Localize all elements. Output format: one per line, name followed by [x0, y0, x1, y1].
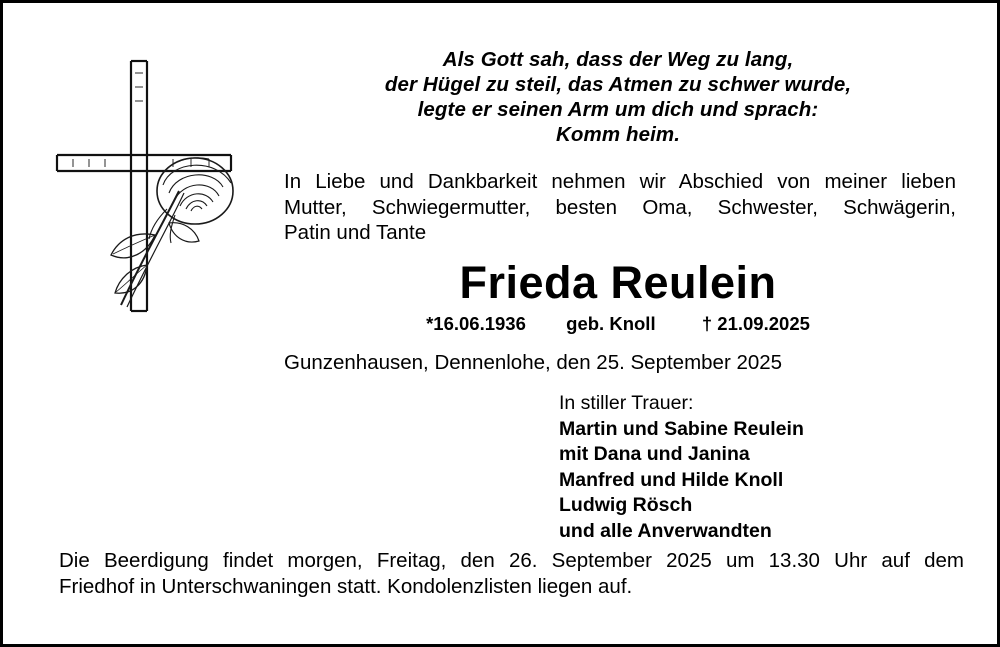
maiden-name: geb. Knoll	[566, 313, 656, 334]
verse-line-1: Als Gott sah, dass der Weg zu lang,	[442, 48, 794, 71]
mourner-name-2: mit Dana und Janina	[559, 443, 750, 465]
verse-line-2: der Hügel zu steil, das Atmen zu schwer wurde,	[384, 73, 852, 96]
funeral-details-line-2: Friedhof in Unterschwaningen statt. Kondolenzlisten liegen auf.	[59, 575, 633, 598]
dates-line	[273, 313, 963, 335]
intro-block	[284, 169, 956, 246]
funeral-details-line-1: Die Beerdigung findet morgen, Freitag, den 26. September 2025 um 13.30 Uhr auf dem	[59, 549, 964, 572]
cross-and-rose-illustration	[43, 43, 273, 343]
place-and-date-line: Gunzenhausen, Dennenlohe, den 25. September 2025	[284, 351, 783, 374]
funeral-details	[59, 548, 964, 600]
mourners-heading: In stiller Trauer:	[559, 392, 694, 414]
deceased-name: Frieda Reulein	[459, 257, 777, 308]
verse-block	[273, 47, 963, 147]
mourner-name-3: Manfred und Hilde Knoll	[559, 468, 784, 491]
intro-line-1: In Liebe und Dankbarkeit nehmen wir Abschied von meiner lieben	[284, 170, 956, 193]
birth-date: *16.06.1936	[426, 313, 526, 334]
emblem-group	[43, 43, 273, 343]
mourner-name-1: Martin und Sabine Reulein	[559, 417, 804, 440]
verse-line-3: legte er seinen Arm um dich und sprach:	[417, 98, 819, 121]
verse-line-4: Komm heim.	[555, 123, 681, 146]
rose-icon	[111, 158, 233, 307]
mourners-block	[559, 391, 963, 544]
mourner-name-5: und alle Anverwandten	[559, 519, 772, 542]
intro-line-3: Patin und Tante	[284, 221, 427, 244]
intro-line-2: Mutter, Schwiegermutter, besten Oma, Schwester, Schwägerin,	[284, 195, 956, 219]
mourner-name-4: Ludwig Rösch	[559, 494, 693, 516]
notice-inner	[3, 3, 997, 644]
death-date: † 21.09.2025	[701, 313, 810, 334]
